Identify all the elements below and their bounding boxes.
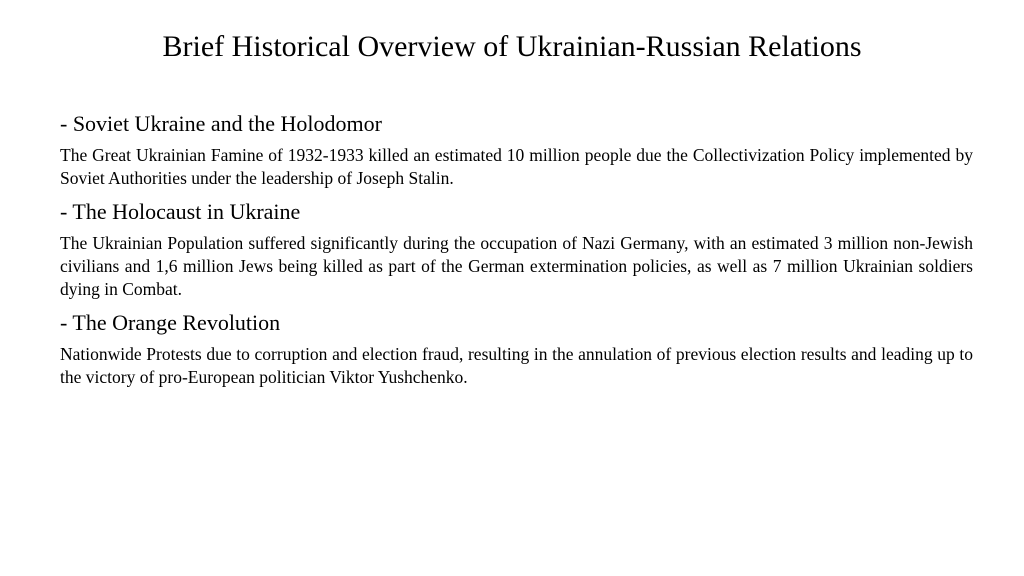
section-heading: - Soviet Ukraine and the Holodomor	[60, 111, 382, 136]
section-text: The Great Ukrainian Famine of 1932-1933 killed an estimated 10 million people due the Collectivization Policy implemented by Soviet Authorities under the leadership of Joseph Stalin.	[60, 145, 973, 188]
section-heading: - The Holocaust in Ukraine	[60, 199, 301, 224]
section-holocaust	[60, 196, 973, 301]
section-heading: - The Orange Revolution	[60, 310, 281, 335]
slide-title: Brief Historical Overview of Ukrainian-Russian Relations	[162, 30, 862, 63]
section-orange-revolution	[60, 307, 973, 389]
section-text: The Ukrainian Population suffered significantly during the occupation of Nazi Germany, with an estimated 3 million non-Jewish civilians and 1,6 million Jews being killed as part of the German extermination policies, as well as 7 million Ukrainian soldiers dying in Combat.	[60, 233, 973, 299]
section-holodomor	[60, 108, 973, 190]
section-text: Nationwide Protests due to corruption and election fraud, resulting in the annulation of previous election results and leading up to the victory of pro-European politician Viktor Yushchenko.	[60, 344, 973, 387]
slide-body	[60, 108, 973, 395]
